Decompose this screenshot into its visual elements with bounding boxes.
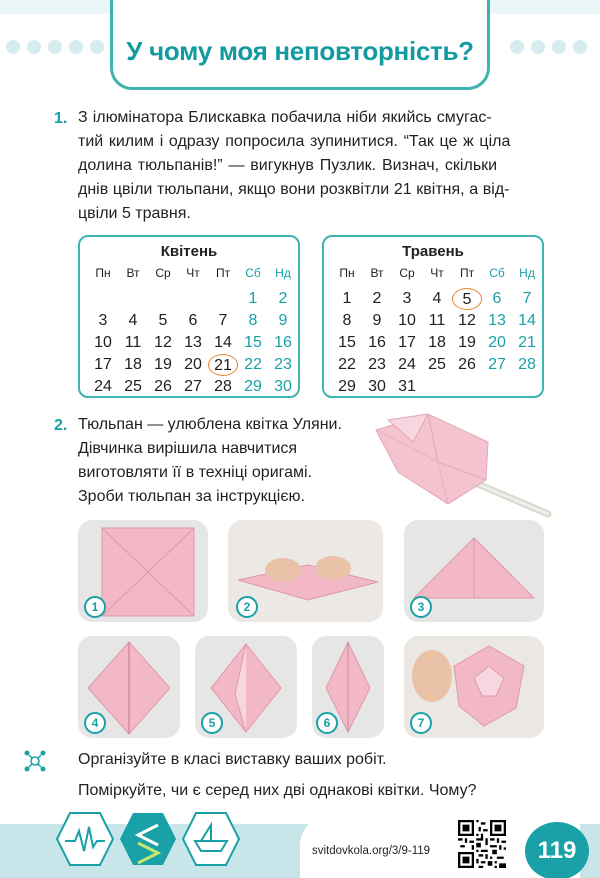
calendar-day: 15 [338, 334, 356, 351]
calendar-day: 4 [432, 290, 442, 307]
calendar-day: 12 [154, 334, 172, 351]
task-1-line: тий килим і одразу попросила зупинитися. “Так це ж ціла [78, 133, 511, 150]
calendar-day: 9 [278, 312, 288, 329]
calendar-weekday: Вт [370, 266, 384, 280]
calendar-weekday: Ср [155, 266, 171, 280]
decorative-dot [6, 40, 20, 54]
calendar-day: 29 [338, 378, 356, 395]
title-box [110, 0, 490, 90]
calendar-day: 20 [488, 334, 506, 351]
step-badge: 3 [410, 596, 432, 618]
calendar-day: 5 [158, 312, 168, 329]
calendar-day: 22 [338, 356, 356, 373]
calendar-day: 18 [124, 356, 142, 373]
step-badge: 1 [84, 596, 106, 618]
question-exhibition: Організуйте в класі виставку ваших робіт. [78, 751, 387, 768]
step-badge: 2 [236, 596, 258, 618]
calendar-day: 31 [398, 378, 416, 395]
calendar-day: 28 [214, 378, 232, 395]
calendar-day: 16 [274, 334, 292, 351]
decorative-dot [69, 40, 83, 54]
calendar-day: 26 [154, 378, 172, 395]
step-badge: 7 [410, 712, 432, 734]
decorative-dot [48, 40, 62, 54]
calendar-weekday: Сб [489, 266, 505, 280]
task-1-text [78, 106, 548, 226]
calendar-day: 3 [98, 312, 108, 329]
calendar-day: 23 [274, 356, 292, 373]
decorative-dot [90, 40, 104, 54]
calendar-day: 24 [398, 356, 416, 373]
calendar-weekday: Пт [215, 266, 231, 280]
calendar-weekday: Пн [95, 266, 111, 280]
task-2-number: 2. [54, 417, 68, 434]
calendar-day: 1 [342, 290, 352, 307]
calendar-day: 2 [372, 290, 382, 307]
calendar-day: 27 [488, 356, 506, 373]
calendar-weekday: Сб [245, 266, 261, 280]
task-2-line: Зроби тюльпан за інструкцією. [78, 488, 305, 505]
task-1-line: долина тюльпанів!” — вигукнув Пузлик. Визнач, скільки [78, 157, 498, 174]
calendar-day: 28 [518, 356, 536, 373]
calendar-april [78, 235, 300, 398]
calendar-day: 11 [124, 334, 142, 351]
calendar-day: 21 [518, 334, 536, 351]
task-2-line: виготовляти її в техніці оригамі. [78, 464, 313, 481]
calendar-weekday: Пн [339, 266, 355, 280]
paper-boat-hex-icon [181, 811, 241, 867]
page-title: У чому моя неповторність? [126, 36, 474, 66]
footer-url[interactable]: svitdovkola.org/3/9-119 [312, 845, 431, 857]
step-badge: 6 [316, 712, 338, 734]
calendar-day: 7 [522, 290, 532, 307]
calendar-day: 14 [214, 334, 232, 351]
decorative-dot [510, 40, 524, 54]
calendar-weekday: Чт [430, 266, 444, 280]
calendar-day: 8 [248, 312, 258, 329]
page-number: 119 [525, 822, 589, 878]
calendar-day: 6 [492, 290, 502, 307]
calendar-day-circled: 21 [208, 354, 238, 376]
calendar-day: 29 [244, 378, 262, 395]
calendar-weekday: Чт [186, 266, 200, 280]
step-badge: 4 [84, 712, 106, 734]
task-1-line: цвіли 5 травня. [78, 205, 191, 222]
calendar-day: 19 [154, 356, 172, 373]
calendar-day: 19 [458, 334, 476, 351]
calendar-day: 30 [368, 378, 386, 395]
calendar-may-title: Травень [402, 243, 464, 260]
heartbeat-hex-icon [55, 811, 115, 867]
calendar-april-title: Квітень [160, 243, 218, 260]
decorative-dot [27, 40, 41, 54]
calendar-day: 23 [368, 356, 386, 373]
calendar-day: 3 [402, 290, 412, 307]
calendar-day: 13 [488, 312, 506, 329]
calendar-day: 12 [458, 312, 476, 329]
calendar-weekday: Нд [275, 266, 291, 280]
group-work-icon [22, 748, 48, 774]
calendar-day: 16 [368, 334, 386, 351]
calendar-day: 1 [248, 290, 258, 307]
calendar-day: 9 [372, 312, 382, 329]
task-1-line: днів цвіли тюльпани, якщо вони розквітли 21 квітня, а від- [78, 181, 510, 198]
calendar-day: 11 [428, 312, 446, 329]
calendar-day: 18 [428, 334, 446, 351]
calendar-day: 17 [94, 356, 112, 373]
task-2-line: Дівчинка вирішила навчитися [78, 440, 298, 457]
calendar-day-circled: 5 [452, 288, 482, 310]
calendar-day: 4 [128, 312, 138, 329]
calendar-day: 24 [94, 378, 112, 395]
calendar-weekday: Ср [399, 266, 415, 280]
calendar-day: 6 [188, 312, 198, 329]
decorative-dot [531, 40, 545, 54]
calendar-day: 7 [218, 312, 228, 329]
step-badge: 5 [201, 712, 223, 734]
calendar-weekday: Пт [459, 266, 475, 280]
question-compare: Поміркуйте, чи є серед них дві однакові квітки. Чому? [78, 782, 477, 799]
tulip-illustration [368, 412, 553, 522]
calendar-weekday: Вт [126, 266, 140, 280]
calendar-day: 30 [274, 378, 292, 395]
calendar-day: 10 [398, 312, 416, 329]
calendar-day: 25 [124, 378, 142, 395]
qr-code[interactable] [458, 820, 506, 868]
calendar-day: 17 [398, 334, 416, 351]
task-1-line: З ілюмінатора Блискавка побачила ніби якийсь смугас- [78, 109, 492, 126]
task-1-number: 1. [54, 110, 68, 127]
decorative-dot [552, 40, 566, 54]
calendar-day: 13 [184, 334, 202, 351]
calendar-day: 20 [184, 356, 202, 373]
calendar-day: 27 [184, 378, 202, 395]
calendar-day: 14 [518, 312, 536, 329]
calendar-day: 10 [94, 334, 112, 351]
compare-hex-icon [118, 811, 178, 867]
task-2-line: Тюльпан — улюблена квітка Уляни. [78, 416, 342, 433]
calendar-day: 15 [244, 334, 262, 351]
calendar-day: 2 [278, 290, 288, 307]
calendar-may [322, 235, 544, 398]
calendar-day: 22 [244, 356, 262, 373]
calendar-weekday: Нд [519, 266, 535, 280]
calendar-day: 26 [458, 356, 476, 373]
decorative-dot [573, 40, 587, 54]
calendar-day: 8 [342, 312, 352, 329]
calendar-day: 25 [428, 356, 446, 373]
